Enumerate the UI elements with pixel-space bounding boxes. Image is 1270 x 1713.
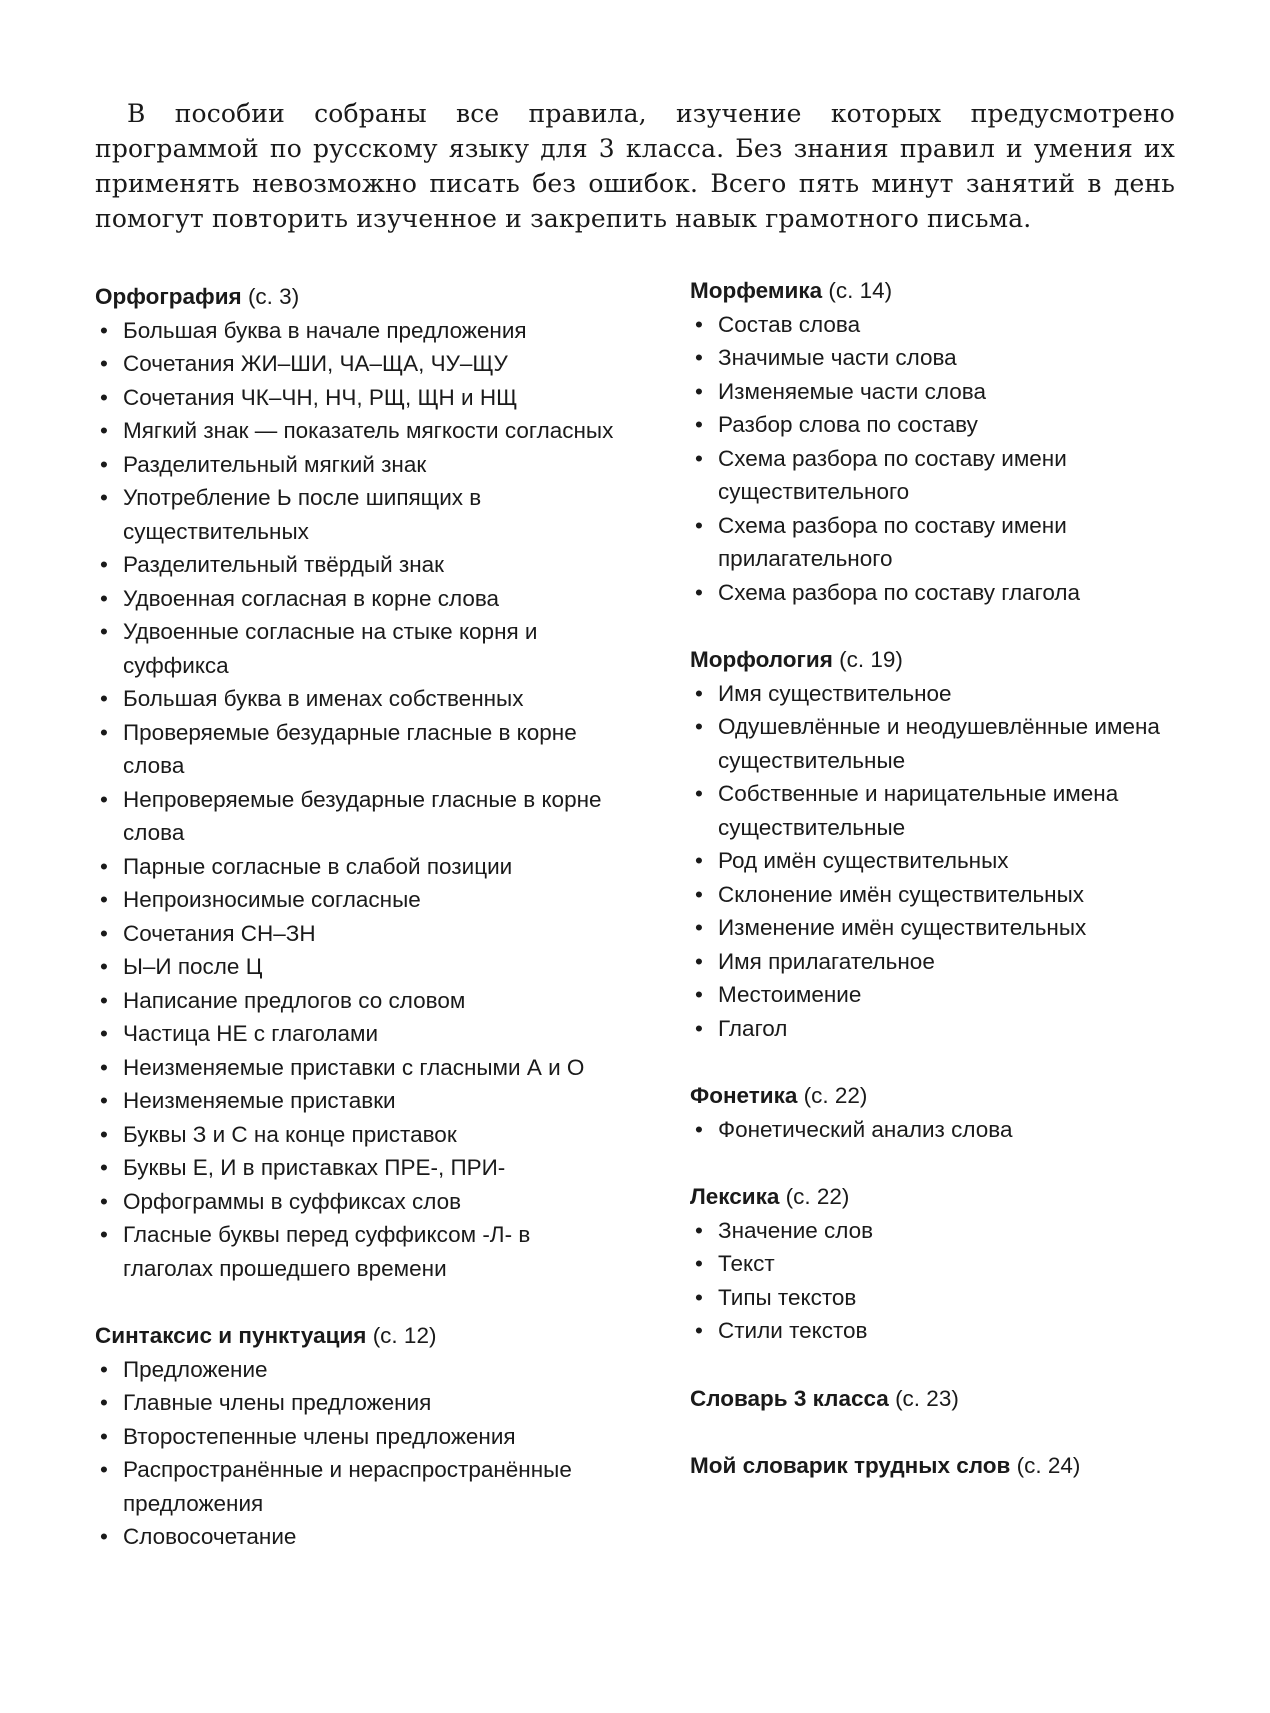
section-morphology bbox=[690, 643, 1210, 1045]
list-item: • Глагол bbox=[690, 1012, 1210, 1046]
list-item: • Разбор слова по составу bbox=[690, 408, 1210, 442]
list-item: • Непроизносимые согласные bbox=[95, 883, 615, 917]
section-page-ref: (с. 19) bbox=[839, 647, 903, 672]
section-my-dictionary bbox=[690, 1449, 1210, 1483]
list-item: • Сочетания ЖИ–ШИ, ЧА–ЩА, ЧУ–ЩУ bbox=[95, 347, 615, 381]
section-title: Синтаксис и пунктуация bbox=[95, 1323, 367, 1348]
list-item: • Ы–И после Ц bbox=[95, 950, 615, 984]
list-item: • Неизменяемые приставки bbox=[95, 1084, 615, 1118]
section-page-ref: (с. 22) bbox=[785, 1184, 850, 1209]
list-item: • Разделительный мягкий знак bbox=[95, 448, 615, 482]
list-item: • Второстепенные члены предложения bbox=[95, 1420, 615, 1454]
list-item: • Главные члены предложения bbox=[95, 1386, 615, 1420]
list-item: • Проверяемые безударные гласные в корне слова bbox=[95, 716, 615, 783]
list-item: • Фонетический анализ слова bbox=[690, 1113, 1210, 1147]
list-item: • Удвоенная согласная в корне слова bbox=[95, 582, 615, 616]
section-items bbox=[95, 314, 615, 1286]
list-item: • Распространённые и нераспространённые предложения bbox=[95, 1453, 615, 1520]
list-item: • Парные согласные в слабой позиции bbox=[95, 850, 615, 884]
section-title: Морфология bbox=[690, 647, 833, 672]
list-item: • Род имён существительных bbox=[690, 844, 1210, 878]
list-item: • Склонение имён существительных bbox=[690, 878, 1210, 912]
list-item: • Неизменяемые приставки с гласными А и О bbox=[95, 1051, 615, 1085]
list-item: • Состав слова bbox=[690, 308, 1210, 342]
section-title: Фонетика bbox=[690, 1083, 798, 1108]
list-item: • Собственные и нарицательные имена существительные bbox=[690, 777, 1210, 844]
list-item: • Имя существительное bbox=[690, 677, 1210, 711]
intro-paragraph: В пособии собраны все правила, изучение которых предусмотрено программой по русскому языку для 3 класса. Без знания правил и умения их применять невозможно писать без ошибок. Всего пять минут занятий в день помогут повторить изученное и закрепить навык грамотного письма. bbox=[95, 99, 1175, 233]
list-item: • Стили текстов bbox=[690, 1314, 1210, 1348]
section-orthography bbox=[95, 280, 615, 1285]
list-item: • Предложение bbox=[95, 1353, 615, 1387]
list-item: • Одушевлённые и неодушевлённые имена существительные bbox=[690, 710, 1210, 777]
section-title: Морфемика bbox=[690, 278, 823, 303]
section-page-ref: (с. 24) bbox=[1016, 1453, 1081, 1478]
section-title: Орфография bbox=[95, 284, 242, 309]
section-page-ref: (с. 23) bbox=[895, 1385, 959, 1411]
list-item: • Употребление Ь после шипящих в существительных bbox=[95, 481, 615, 548]
list-item: • Буквы Е, И в приставках ПРЕ-, ПРИ- bbox=[95, 1151, 615, 1185]
section-syntax bbox=[95, 1319, 615, 1554]
section-page-ref: (с. 3) bbox=[247, 284, 300, 309]
section-heading bbox=[690, 643, 1210, 677]
section-items bbox=[690, 677, 1210, 1046]
list-item: • Написание предлогов со словом bbox=[95, 984, 615, 1018]
section-morphemics bbox=[690, 274, 1210, 609]
section-page-ref: (с. 12) bbox=[372, 1323, 437, 1348]
section-title: Словарь 3 класса bbox=[690, 1385, 889, 1411]
list-item: • Изменяемые части слова bbox=[690, 375, 1210, 409]
list-item: • Буквы З и С на конце приставок bbox=[95, 1118, 615, 1152]
section-heading bbox=[95, 1319, 615, 1353]
list-item: • Схема разбора по составу имени существительного bbox=[690, 442, 1210, 509]
list-item: • Орфограммы в суффиксах слов bbox=[95, 1185, 615, 1219]
list-item: • Текст bbox=[690, 1247, 1210, 1281]
list-item: • Значение слов bbox=[690, 1214, 1210, 1248]
section-page-ref: (с. 22) bbox=[803, 1083, 868, 1108]
section-heading bbox=[690, 274, 1210, 308]
list-item: • Схема разбора по составу глагола bbox=[690, 576, 1210, 610]
list-item: • Схема разбора по составу имени прилагательного bbox=[690, 509, 1210, 576]
list-item: • Сочетания СН–ЗН bbox=[95, 917, 615, 951]
section-heading bbox=[690, 1382, 1210, 1416]
list-item: • Гласные буквы перед суффиксом -Л- в глаголах прошедшего времени bbox=[95, 1218, 615, 1285]
section-items bbox=[690, 1214, 1210, 1348]
section-items bbox=[690, 308, 1210, 610]
section-title: Лексика bbox=[690, 1184, 780, 1209]
list-item: • Большая буква в именах собственных bbox=[95, 682, 615, 716]
section-dictionary bbox=[690, 1382, 1210, 1416]
list-item: • Частица НЕ с глаголами bbox=[95, 1017, 615, 1051]
section-page-ref: (с. 14) bbox=[828, 278, 893, 303]
section-items bbox=[690, 1113, 1210, 1147]
list-item: • Изменение имён существительных bbox=[690, 911, 1210, 945]
section-heading bbox=[95, 280, 615, 314]
section-heading bbox=[690, 1079, 1210, 1113]
list-item: • Местоимение bbox=[690, 978, 1210, 1012]
list-item: • Имя прилагательное bbox=[690, 945, 1210, 979]
list-item: • Большая буква в начале предложения bbox=[95, 314, 615, 348]
section-title: Мой словарик трудных слов bbox=[690, 1453, 1011, 1478]
contents-right-column bbox=[690, 274, 1210, 1517]
list-item: • Сочетания ЧК–ЧН, НЧ, РЩ, ЩН и НЩ bbox=[95, 381, 615, 415]
list-item: • Типы текстов bbox=[690, 1281, 1210, 1315]
list-item: • Мягкий знак — показатель мягкости согласных bbox=[95, 414, 615, 448]
section-heading bbox=[690, 1180, 1210, 1214]
section-items bbox=[95, 1353, 615, 1554]
list-item: • Значимые части слова bbox=[690, 341, 1210, 375]
list-item: • Словосочетание bbox=[95, 1520, 615, 1554]
section-heading bbox=[690, 1449, 1210, 1483]
section-lexicon bbox=[690, 1180, 1210, 1348]
list-item: • Разделительный твёрдый знак bbox=[95, 548, 615, 582]
contents-left-column bbox=[95, 280, 615, 1588]
list-item: • Непроверяемые безударные гласные в корне слова bbox=[95, 783, 615, 850]
list-item: • Удвоенные согласные на стыке корня и суффикса bbox=[95, 615, 615, 682]
section-phonetics bbox=[690, 1079, 1210, 1146]
